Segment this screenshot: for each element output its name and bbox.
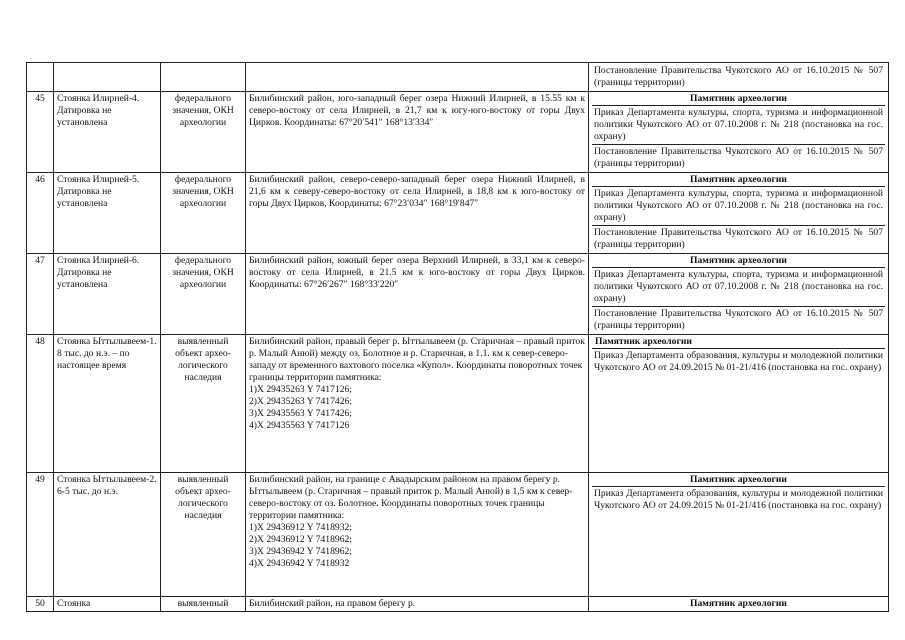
row-location-cell: [246, 63, 589, 92]
object-name: Стоянка Илирней-5. Датировка не установлена: [54, 173, 161, 254]
object-status: федерального значения, ОКН археологии: [161, 92, 246, 173]
row-docs-cell: [589, 335, 889, 473]
coordinate-point: 3)X 29436942 Y 7418962;: [249, 546, 352, 557]
object-category: Памятник археологии: [592, 93, 885, 106]
document-entry: Приказ Департамента культуры, спорта, туризма и информационной политики Чукотского АО от 07.10.2008 г. № 218 (постановка на гос. охрану): [594, 269, 883, 304]
row-location-cell: [246, 335, 589, 473]
object-location: Билибинский район, на границе с Авадырским районом на правом берегу р. Ыттылывеем (р. Старичная – правый приток р. Малый Анюй) в 1,5 км к север-северо-востоку от оз. Болотное. Координаты поворотных точек границы территории памятника:: [249, 474, 573, 521]
coordinate-point: 1)X 29435263 Y 7417126;: [249, 384, 352, 395]
table-row: [27, 335, 889, 473]
table-row: [27, 254, 889, 335]
object-category: Памятник археологии: [592, 255, 885, 268]
row-docs-cell: [589, 92, 889, 173]
table-row: [27, 173, 889, 254]
coordinate-point: 4)X 29436942 Y 7418932: [249, 558, 350, 569]
object-category: Памятник археологии: [592, 336, 885, 349]
object-status: выявленный объект архео-логического наследия: [161, 335, 246, 473]
object-category: Памятник археологии: [592, 174, 885, 187]
row-num: 47: [27, 254, 54, 335]
object-location: Билибинский район, правый берег р. Ыттылывеем (р. Старичная – правый приток р. Малый Анюй) между оз. Болотное и р. Старичная, в 1.1. км к север-северо-западу от временного вахтового поселка «Купол». Координаты поворотных точек границы территории памятника:: [249, 336, 585, 383]
row-status-cell: [161, 63, 246, 92]
table-row: [27, 63, 889, 92]
coordinate-point: 1)X 29436912 Y 7418932;: [249, 522, 352, 533]
prev-row-document: Постановление Правительства Чукотского АО от 16.10.2015 № 507 (границы территории): [594, 65, 883, 88]
table-row: [27, 597, 889, 612]
row-location-cell: [246, 473, 589, 597]
row-num: 46: [27, 173, 54, 254]
row-docs-cell: [589, 597, 889, 612]
object-name: Стоянка Ыттылывеем-2. 6-5 тыс. до н.э.: [54, 473, 161, 597]
object-name: Стоянка Илирней-4. Датировка не установлена: [54, 92, 161, 173]
object-name: Стоянка Илирней-6. Датировка не установлена: [54, 254, 161, 335]
row-num: 48: [27, 335, 54, 473]
document-entry: Приказ Департамента образования, культуры и молодежной политики Чукотского АО от 24.09.2015 № 01-21/416 (постановка на гос. охрану): [594, 488, 883, 511]
object-status: федерального значения, ОКН археологии: [161, 173, 246, 254]
object-name: Стоянка Ыттылывеем-1. 8 тыс. до н.э. – по настоящее время: [54, 335, 161, 473]
document-entry: Постановление Правительства Чукотского АО от 16.10.2015 № 507 (границы территории): [594, 227, 883, 250]
row-num: 50: [27, 597, 54, 612]
row-num: 45: [27, 92, 54, 173]
row-name-cell: [54, 63, 161, 92]
document-entry: Приказ Департамента образования, культуры и молодежной политики Чукотского АО от 24.09.2015 № 01-21/416 (постановка на гос. охрану): [594, 350, 883, 373]
object-location: Билибинский район, на правом берегу р.: [246, 597, 589, 612]
row-num: 49: [27, 473, 54, 597]
coordinate-point: 2)X 29436912 Y 7418962;: [249, 534, 352, 545]
document-entry: Приказ Департамента культуры, спорта, туризма и информационной политики Чукотского АО от 07.10.2008 г. № 218 (постановка на гос. охрану): [594, 107, 883, 142]
row-docs-cell: [589, 63, 889, 92]
document-entry: Постановление Правительства Чукотского АО от 16.10.2015 № 507 (границы территории): [594, 146, 883, 169]
object-category: Памятник археологии: [690, 598, 787, 609]
object-status: выявленный объект архео-логического наследия: [161, 473, 246, 597]
object-status: выявленный: [161, 597, 246, 612]
table-row: [27, 92, 889, 173]
object-category: Памятник археологии: [592, 474, 885, 487]
table-row: [27, 473, 889, 597]
object-name: Стоянка: [54, 597, 161, 612]
heritage-register-table: [26, 62, 889, 612]
coordinate-point: 4)X 29435563 Y 7417126: [249, 420, 350, 431]
object-location: Билибинский район, южный берег озера Верхний Илирней, в 33,1 км к северо-востоку от села Илирней, в 21.5 км к юго-востоку от горы Двух Цирков. Координаты: 67°26′267″ 168°33′220″: [246, 254, 589, 335]
object-status: федерального значения, ОКН археологии: [161, 254, 246, 335]
object-location: Билибинский район, северо-северо-западный берег озера Нижний Илирней, в 21,6 км к северу-северо-востоку от села Илирней, в 18,8 км к юго-востоку от горы Двух Цирков, Координаты: 67°23′034″ 168°19′847″: [246, 173, 589, 254]
row-num-cell: [27, 63, 54, 92]
coordinate-point: 3)X 29435563 Y 7417426;: [249, 408, 352, 419]
document-entry: Приказ Департамента культуры, спорта, туризма и информационной политики Чукотского АО от 07.10.2008 г. № 218 (постановка на гос. охрану): [594, 188, 883, 223]
row-docs-cell: [589, 473, 889, 597]
coordinate-point: 2)X 29435263 Y 7417426;: [249, 396, 352, 407]
object-location: Билибинский район, юго-западный берег озера Нижний Илирней, в 15.55 км к северо-востоку от села Илирней, в 21,7 км к югу-юго-востоку от горы Двух Цирков. Координаты: 67°20′541″ 168°13′334″: [246, 92, 589, 173]
row-docs-cell: [589, 254, 889, 335]
document-entry: Постановление Правительства Чукотского АО от 16.10.2015 № 507 (границы территории): [594, 308, 883, 331]
row-docs-cell: [589, 173, 889, 254]
